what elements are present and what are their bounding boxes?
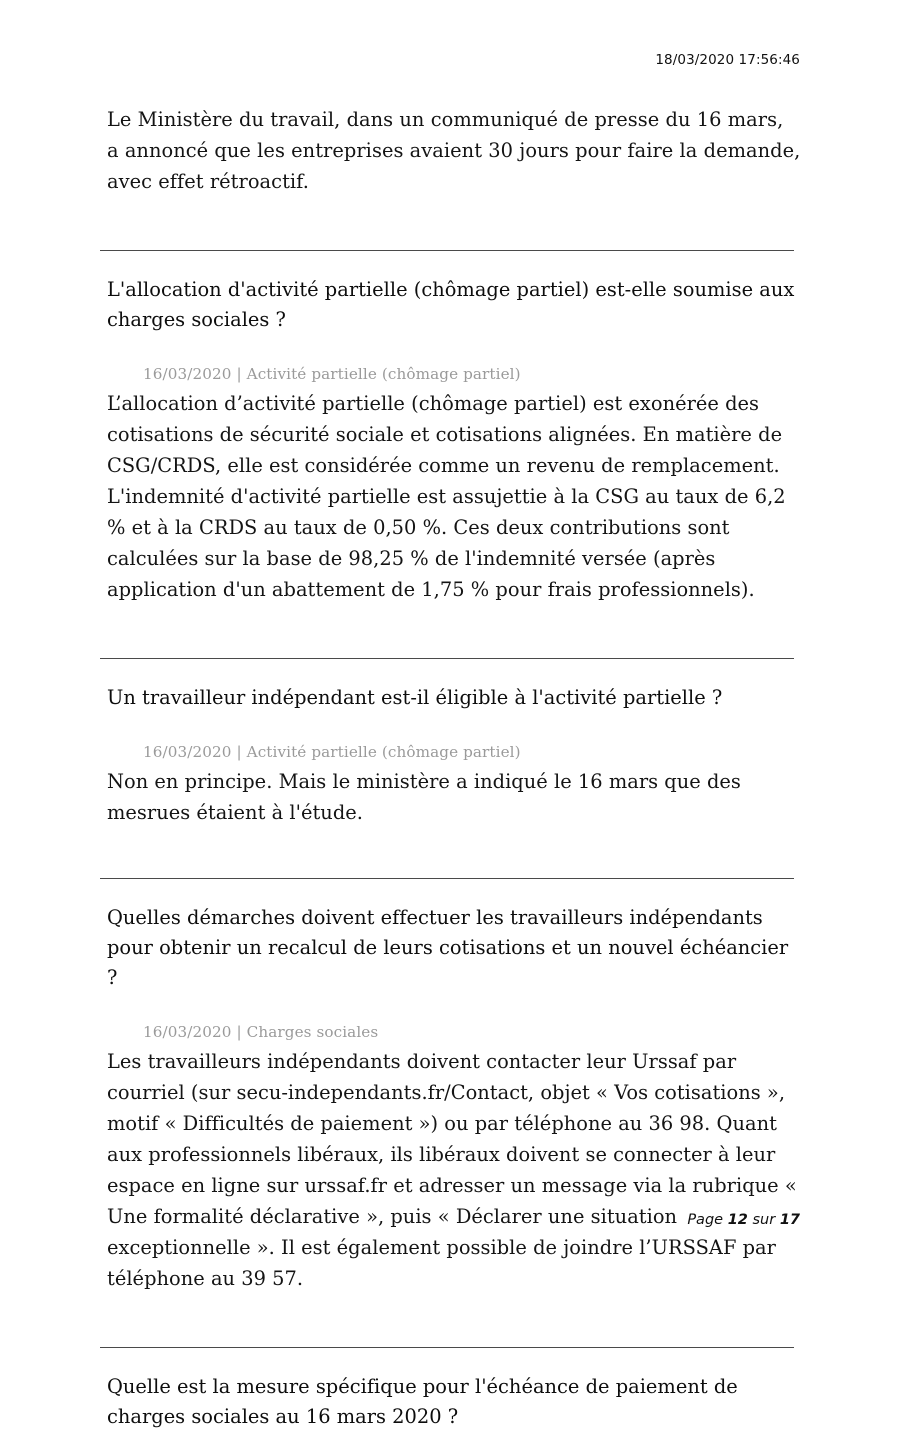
page-content	[107, 104, 801, 1432]
meta-category: Activité partielle (chômage partiel)	[246, 743, 521, 761]
answer-meta	[107, 363, 801, 385]
qa-block	[107, 878, 801, 1294]
footer-label-page: Page	[687, 1212, 728, 1228]
meta-separator: |	[231, 1023, 247, 1041]
page-footer	[0, 1212, 800, 1228]
qa-block	[107, 250, 801, 605]
meta-category: Activité partielle (chômage partiel)	[246, 365, 521, 383]
question-heading: Quelle est la mesure spécifique pour l'échéance de paiement de charges sociales au 16 mars 2020 ?	[107, 1375, 738, 1428]
meta-date: 16/03/2020	[143, 365, 232, 383]
meta-separator: |	[231, 365, 247, 383]
intro-paragraph: Le Ministère du travail, dans un communiqué de presse du 16 mars, a annoncé que les entreprises avaient 30 jours pour faire la demande, avec effet rétroactif.	[107, 108, 801, 193]
meta-category: Charges sociales	[246, 1023, 379, 1041]
meta-date: 16/03/2020	[143, 743, 232, 761]
qa-block	[107, 1347, 801, 1432]
footer-total-pages: 17	[779, 1212, 800, 1228]
answer-paragraph: Les travailleurs indépendants doivent contacter leur Urssaf par courriel (sur secu-independants.fr/Contact, objet « Vos cotisations », motif « Difficultés de paiement ») ou par téléphone au 36 98. Quant aux professionnels libéraux, ils libéraux doivent se connecter à leur espace en ligne sur urssaf.fr et adresser un message via la rubrique « Une formalité déclarative », puis « Déclarer une situation exceptionnelle ». Il est également possible de joindre l’URSSAF par téléphone au 39 57.	[107, 1050, 797, 1290]
footer-label-of: sur	[747, 1212, 780, 1228]
answer-paragraph: L’allocation d’activité partielle (chômage partiel) est exonérée des cotisations de sécurité sociale et cotisations alignées. En matière de CSG/CRDS, elle est considérée comme un revenu de remplacement. L'indemnité d'activité partielle est assujettie à la CSG au taux de 6,2 % et à la CRDS au taux de 0,50 %. Ces deux contributions sont calculées sur la base de 98,25 % de l'indemnité versée (après application d'un abattement de 1,75 % pour frais professionnels).	[107, 392, 786, 601]
qa-block	[107, 658, 801, 828]
footer-current-page: 12	[727, 1212, 748, 1228]
meta-separator: |	[231, 743, 247, 761]
question-heading: L'allocation d'activité partielle (chômage partiel) est-elle soumise aux charges sociales ?	[107, 278, 795, 331]
question-heading: Un travailleur indépendant est-il éligible à l'activité partielle ?	[107, 686, 723, 709]
header-timestamp: 18/03/2020 17:56:46	[655, 52, 800, 68]
answer-meta	[107, 1021, 801, 1043]
answer-meta	[107, 741, 801, 763]
meta-date: 16/03/2020	[143, 1023, 232, 1041]
question-heading: Quelles démarches doivent effectuer les travailleurs indépendants pour obtenir un recalcul de leurs cotisations et un nouvel échéancier ?	[107, 906, 789, 989]
answer-paragraph: Non en principe. Mais le ministère a indiqué le 16 mars que des mesrues étaient à l'étude.	[107, 770, 741, 824]
